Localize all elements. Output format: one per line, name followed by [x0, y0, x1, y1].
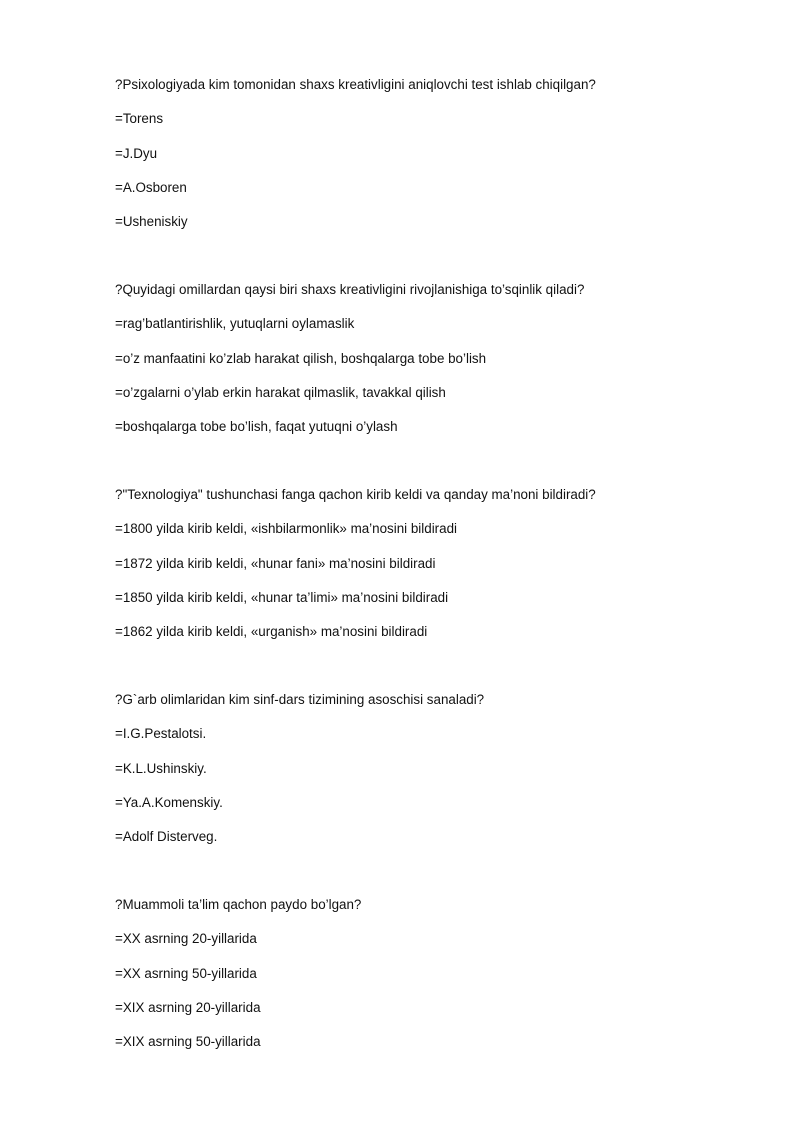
answer-option: =1872 yilda kirib keldi, «hunar fani» ma’nosini bildiradi [115, 555, 436, 571]
answer-option: =XX asrning 50-yillarida [115, 965, 257, 981]
answer-option: =Ya.A.Komenskiy. [115, 794, 223, 810]
answer-option: =Usheniskiy [115, 214, 188, 230]
question-block-1 [115, 75, 755, 246]
answer-option: =o’zgalarni o’ylab erkin harakat qilmaslik, tavakkal qilish [115, 384, 446, 400]
answer-option: =J.Dyu [115, 145, 158, 161]
question-text: ?Quyidagi omillardan qaysi biri shaxs kreativligini rivojlanishiga to’sqinlik qiladi? [115, 282, 585, 297]
answer-option: =Adolf Disterveg. [115, 829, 218, 845]
answer-option: =1862 yilda kirib keldi, «urganish» ma’nosini bildiradi [115, 624, 428, 640]
answer-option: =XIX asrning 20-yillarida [115, 999, 261, 1015]
question-text: ?Psixologiyada kim tomonidan shaxs kreativligini aniqlovchi test ishlab chiqilgan? [115, 77, 596, 92]
question-block-4 [115, 690, 755, 861]
question-text: ?G`arb olimlaridan kim sinf-dars tizimining asoschisi sanaladi? [115, 692, 485, 707]
question-block-3 [115, 485, 755, 656]
answer-option: =XIX asrning 50-yillarida [115, 1034, 261, 1050]
answer-option: =Torens [115, 111, 164, 127]
question-text: ?"Texnologiya" tushunchasi fanga qachon kirib keldi va qanday ma’noni bildiradi? [115, 487, 596, 502]
question-block-2 [115, 280, 755, 451]
answer-option: =1850 yilda kirib keldi, «hunar ta’limi» ma’nosini bildiradi [115, 589, 449, 605]
answer-option: =I.G.Pestalotsi. [115, 726, 207, 742]
answer-option: =XX asrning 20-yillarida [115, 931, 257, 947]
answer-option: =rag’batlantirishlik, yutuqlarni oylamaslik [115, 316, 355, 332]
answer-option: =A.Osboren [115, 179, 187, 195]
answer-option: =o’z manfaatini ko’zlab harakat qilish, boshqalarga tobe bo’lish [115, 350, 487, 366]
answer-option: =K.L.Ushinskiy. [115, 760, 207, 776]
question-text: ?Muammoli ta’lim qachon paydo bo’lgan? [115, 897, 362, 912]
answer-option: =boshqalarga tobe bo’lish, faqat yutuqni o’ylash [115, 419, 398, 435]
answer-option: =1800 yilda kirib keldi, «ishbilarmonlik» ma’nosini bildiradi [115, 521, 458, 537]
question-block-5 [115, 895, 755, 1066]
